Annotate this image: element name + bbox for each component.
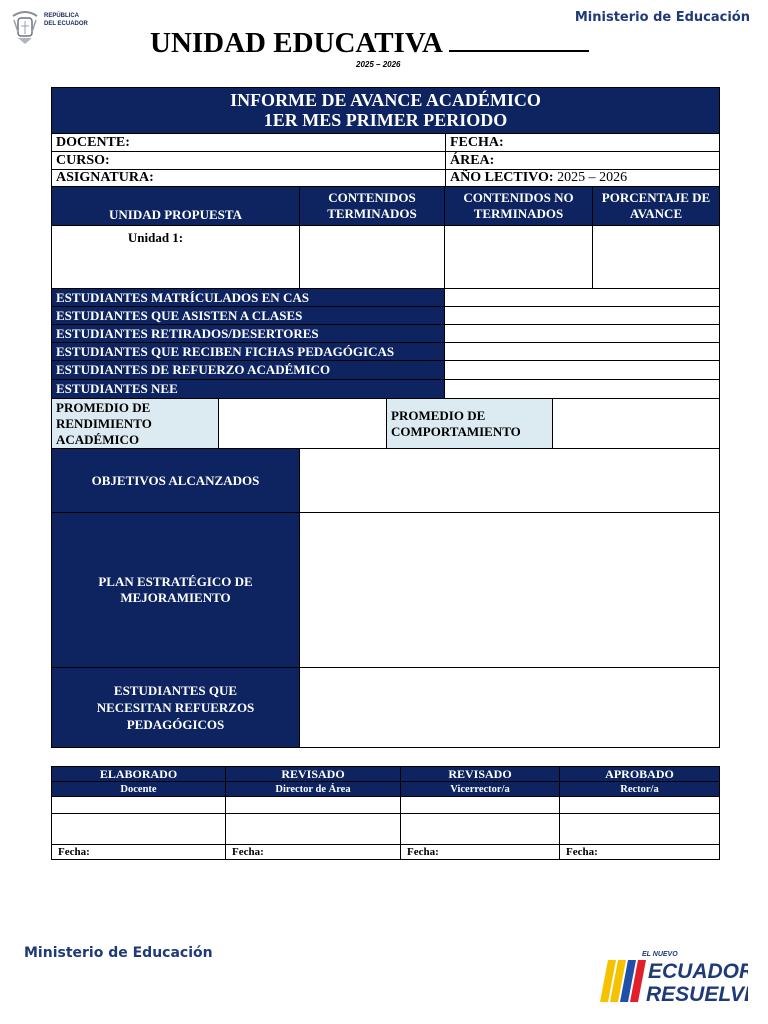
signature-role: REVISADO: [400, 766, 560, 782]
coat-of-arms-icon: [10, 8, 40, 46]
refuerzos-value[interactable]: [299, 667, 720, 748]
school-year: 2025 – 2026: [356, 60, 401, 69]
signature-title: Director de Área: [225, 781, 401, 797]
signature-name-cell[interactable]: [400, 796, 560, 814]
promedio-rendimiento-label: PROMEDIO DE RENDIMIENTO ACADÉMICO: [51, 398, 219, 449]
svg-text:RESUELVE: RESUELVE: [646, 983, 748, 1006]
unit-porcentaje-cell[interactable]: [592, 225, 720, 289]
fecha-field[interactable]: FECHA:: [445, 133, 720, 152]
school-name-blank[interactable]: [449, 26, 589, 52]
students-row-label: ESTUDIANTES RETIRADOS/DESERTORES: [51, 324, 445, 343]
ecuador-resuelve-logo: [598, 944, 748, 1006]
col-header-terminados: CONTENIDOS TERMINADOS: [299, 186, 445, 226]
students-row-value[interactable]: [444, 342, 720, 361]
asignatura-field[interactable]: ASIGNATURA:: [51, 169, 446, 187]
unit-no-terminados-cell[interactable]: [444, 225, 593, 289]
signature-date[interactable]: Fecha:: [400, 844, 560, 860]
students-row-value[interactable]: [444, 324, 720, 343]
students-row-value[interactable]: [444, 360, 720, 380]
objetivos-label: OBJETIVOS ALCANZADOS: [51, 448, 300, 513]
col-header-no-terminados: CONTENIDOS NO TERMINADOS: [444, 186, 593, 226]
students-row-label: ESTUDIANTES DE REFUERZO ACADÉMICO: [51, 360, 445, 380]
docente-field[interactable]: DOCENTE:: [51, 133, 446, 152]
svg-text:EL NUEVO: EL NUEVO: [642, 951, 678, 958]
signature-role: ELABORADO: [51, 766, 226, 782]
students-row-value[interactable]: [444, 306, 720, 325]
signature-box[interactable]: [559, 813, 720, 845]
signature-box[interactable]: [51, 813, 226, 845]
signature-name-cell[interactable]: [225, 796, 401, 814]
signature-role: REVISADO: [225, 766, 401, 782]
students-row-value[interactable]: [444, 288, 720, 307]
signature-title: Rector/a: [559, 781, 720, 797]
signature-name-cell[interactable]: [51, 796, 226, 814]
signature-title: Docente: [51, 781, 226, 797]
signature-date[interactable]: Fecha:: [559, 844, 720, 860]
objetivos-value[interactable]: [299, 448, 720, 513]
curso-field[interactable]: CURSO:: [51, 151, 446, 170]
report-title: INFORME DE AVANCE ACADÉMICO 1ER MES PRIMER PERIODO: [51, 87, 720, 134]
plan-label: PLAN ESTRATÉGICO DE MEJORAMIENTO: [51, 512, 300, 668]
ministry-footer: Ministerio de Educación: [24, 945, 213, 961]
area-field[interactable]: ÁREA:: [445, 151, 720, 170]
promedio-comportamiento-label: PROMEDIO DE COMPORTAMIENTO: [386, 398, 553, 449]
col-header-unidad: UNIDAD PROPUESTA: [51, 186, 300, 226]
signature-date[interactable]: Fecha:: [225, 844, 401, 860]
students-row-label: ESTUDIANTES QUE ASISTEN A CLASES: [51, 306, 445, 325]
anio-lectivo-field[interactable]: AÑO LECTIVO: 2025 – 2026: [445, 169, 720, 187]
signature-date[interactable]: Fecha:: [51, 844, 226, 860]
signature-role: APROBADO: [559, 766, 720, 782]
signature-box[interactable]: [400, 813, 560, 845]
republic-label: REPÚBLICA DEL ECUADOR: [44, 13, 88, 27]
signature-box[interactable]: [225, 813, 401, 845]
promedio-rendimiento-value[interactable]: [218, 398, 387, 449]
students-row-value[interactable]: [444, 379, 720, 399]
plan-value[interactable]: [299, 512, 720, 668]
page-title: UNIDAD EDUCATIVA: [150, 26, 589, 60]
ministry-header: Ministerio de Educación: [574, 10, 750, 25]
svg-text:ECUADOR: ECUADOR: [648, 960, 748, 983]
unit-cell[interactable]: Unidad 1:: [51, 225, 300, 289]
signature-title: Vicerrector/a: [400, 781, 560, 797]
col-header-porcentaje: PORCENTAJE DE AVANCE: [592, 186, 720, 226]
refuerzos-label: ESTUDIANTES QUE NECESITAN REFUERZOS PEDAGÓGICOS: [51, 667, 300, 748]
students-row-label: ESTUDIANTES NEE: [51, 379, 445, 399]
unit-terminados-cell[interactable]: [299, 225, 445, 289]
students-row-label: ESTUDIANTES QUE RECIBEN FICHAS PEDAGÓGICAS: [51, 342, 445, 361]
promedio-comportamiento-value[interactable]: [552, 398, 720, 449]
signature-name-cell[interactable]: [559, 796, 720, 814]
students-row-label: ESTUDIANTES MATRÍCULADOS EN CAS: [51, 288, 445, 307]
